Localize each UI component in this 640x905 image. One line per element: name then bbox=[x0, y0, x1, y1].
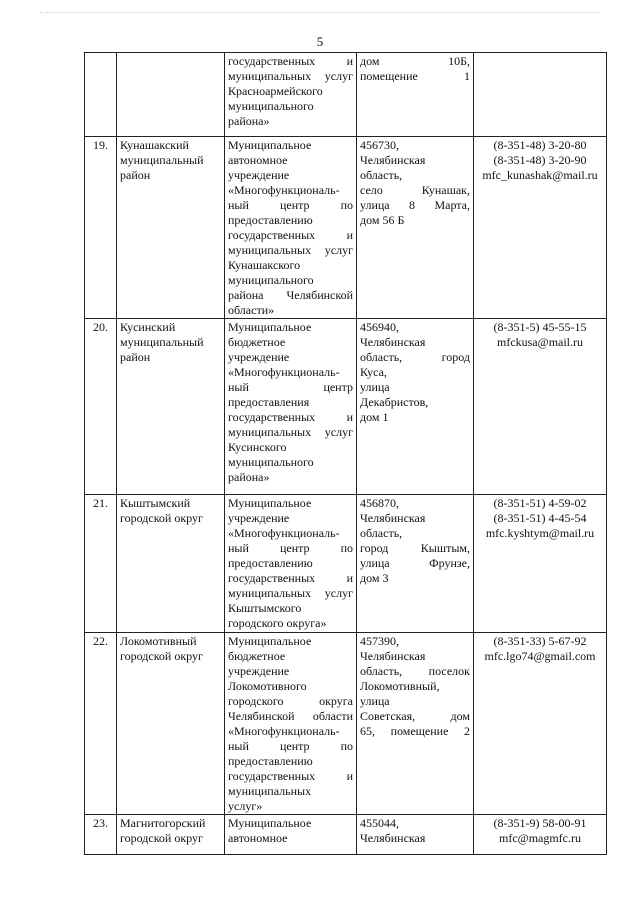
contact-line: mfckusa@mail.ru bbox=[496, 335, 584, 349]
contact-line: mfc.kyshtym@mail.ru bbox=[485, 526, 595, 540]
address-line: Локомотивный, bbox=[360, 679, 440, 693]
address-line: дом 1 bbox=[360, 410, 389, 424]
district-line: район bbox=[120, 350, 151, 364]
mfc-registry-table bbox=[84, 52, 607, 855]
address-line: 65, помещение 2 bbox=[360, 724, 470, 738]
address-line: Советская, дом bbox=[360, 709, 470, 723]
organization-line: бюджетное bbox=[228, 335, 286, 349]
organization-line: Кыштымского bbox=[228, 601, 302, 615]
address-line: область, bbox=[360, 168, 403, 182]
address-cell bbox=[357, 633, 474, 815]
organization-cell bbox=[225, 319, 357, 495]
organization-line: учреждение bbox=[228, 511, 290, 525]
organization-line: «Многофункциональ- bbox=[228, 724, 340, 738]
address-line: улица 8 Марта, bbox=[360, 198, 470, 212]
organization-line: муниципальных услуг bbox=[228, 425, 353, 439]
organization-line: учреждение bbox=[228, 664, 290, 678]
address-line: улица bbox=[360, 380, 390, 394]
address-line: область, поселок bbox=[360, 664, 470, 678]
district-cell bbox=[117, 319, 225, 495]
organization-line: ный центр по bbox=[228, 739, 353, 753]
address-cell bbox=[357, 495, 474, 633]
organization-line: «Многофункциональ- bbox=[228, 183, 340, 197]
organization-line: Кусинского bbox=[228, 440, 287, 454]
organization-line: государственных и bbox=[228, 571, 353, 585]
address-line: 456870, bbox=[360, 496, 399, 510]
organization-line: района» bbox=[228, 114, 270, 128]
organization-line: муниципальных услуг bbox=[228, 586, 353, 600]
organization-line: предоставлению bbox=[228, 754, 313, 768]
organization-line: муниципальных услуг bbox=[228, 243, 353, 257]
address-cell bbox=[357, 319, 474, 495]
address-line: Куса, bbox=[360, 365, 387, 379]
organization-line: ный центр bbox=[228, 380, 353, 394]
organization-line: района Челябинской bbox=[228, 288, 353, 302]
district-line: район bbox=[120, 168, 151, 182]
row-number-text: 20. bbox=[93, 320, 108, 334]
contacts-cell bbox=[474, 137, 607, 319]
organization-cell bbox=[225, 633, 357, 815]
row-number-text: 19. bbox=[93, 138, 108, 152]
table-row bbox=[85, 319, 607, 495]
address-line: Челябинская bbox=[360, 649, 426, 663]
organization-line: Муниципальное bbox=[228, 496, 312, 510]
contact-line: mfc.lgo74@gmail.com bbox=[484, 649, 596, 663]
address-line: Декабристов, bbox=[360, 395, 429, 409]
organization-line: Челябинской области bbox=[228, 709, 353, 723]
organization-line: «Многофункциональ- bbox=[228, 526, 340, 540]
district-line: муниципальный bbox=[120, 335, 204, 349]
organization-cell bbox=[225, 495, 357, 633]
contact-line: (8-351-51) 4-45-54 bbox=[493, 511, 587, 525]
row-number-text: 22. bbox=[93, 634, 108, 648]
table-row bbox=[85, 53, 607, 137]
organization-line: государственных и bbox=[228, 410, 353, 424]
organization-line: района» bbox=[228, 470, 270, 484]
contact-line: (8-351-5) 45-55-15 bbox=[493, 320, 587, 334]
address-line: 455044, bbox=[360, 816, 399, 830]
organization-line: ный центр по bbox=[228, 198, 353, 212]
district-line: Локомотивный bbox=[120, 634, 197, 648]
address-line: Челябинская bbox=[360, 831, 426, 845]
row-number bbox=[85, 815, 117, 855]
organization-line: муниципального bbox=[228, 273, 314, 287]
address-line: улица bbox=[360, 694, 390, 708]
contacts-cell bbox=[474, 319, 607, 495]
district-line: муниципальный bbox=[120, 153, 204, 167]
organization-line: автономное bbox=[228, 831, 288, 845]
contact-line: (8-351-51) 4-59-02 bbox=[493, 496, 587, 510]
district-line: городской округ bbox=[120, 831, 203, 845]
organization-line: Муниципальное bbox=[228, 320, 312, 334]
contact-line: (8-351-33) 5-67-92 bbox=[493, 634, 587, 648]
contact-line: (8-351-48) 3-20-80 bbox=[493, 138, 587, 152]
organization-line: Локомотивного bbox=[228, 679, 307, 693]
page-number: 5 bbox=[316, 34, 324, 49]
organization-line: городского округа bbox=[228, 694, 353, 708]
organization-line: предоставлению bbox=[228, 213, 313, 227]
address-line: помещение 1 bbox=[360, 69, 470, 83]
district-cell bbox=[117, 53, 225, 137]
contacts-cell bbox=[474, 815, 607, 855]
row-number bbox=[85, 633, 117, 815]
table-row bbox=[85, 137, 607, 319]
organization-line: муниципальных услуг bbox=[228, 69, 353, 83]
organization-line: городского округа» bbox=[228, 616, 327, 630]
organization-line: Муниципальное bbox=[228, 816, 312, 830]
district-line: Магнитогорский bbox=[120, 816, 206, 830]
organization-line: государственных и bbox=[228, 228, 353, 242]
address-cell bbox=[357, 815, 474, 855]
row-number bbox=[85, 319, 117, 495]
address-line: 456730, bbox=[360, 138, 399, 152]
address-line: дом 10Б, bbox=[360, 54, 470, 68]
organization-line: государственных и bbox=[228, 54, 353, 68]
address-line: улица Фрунзе, bbox=[360, 556, 470, 570]
district-line: Кусинский bbox=[120, 320, 176, 334]
contact-line: mfc@magmfc.ru bbox=[498, 831, 582, 845]
organization-line: Муниципальное bbox=[228, 138, 312, 152]
contact-line: (8-351-9) 58-00-91 bbox=[493, 816, 587, 830]
organization-cell bbox=[225, 137, 357, 319]
address-line: область, город bbox=[360, 350, 470, 364]
address-line: 456940, bbox=[360, 320, 399, 334]
organization-line: предоставлению bbox=[228, 556, 313, 570]
district-line: Кунашакский bbox=[120, 138, 189, 152]
organization-line: «Многофункциональ- bbox=[228, 365, 340, 379]
address-line: дом 56 Б bbox=[360, 213, 405, 227]
address-line: область, bbox=[360, 526, 403, 540]
organization-line: муниципального bbox=[228, 99, 314, 113]
district-line: Кыштымский bbox=[120, 496, 191, 510]
organization-line: Красноармейского bbox=[228, 84, 323, 98]
organization-line: учреждение bbox=[228, 168, 290, 182]
organization-line: услуг» bbox=[228, 799, 263, 813]
organization-line: бюджетное bbox=[228, 649, 286, 663]
organization-line: государственных и bbox=[228, 769, 353, 783]
organization-cell bbox=[225, 815, 357, 855]
organization-line: области» bbox=[228, 303, 275, 317]
organization-cell bbox=[225, 53, 357, 137]
table-row bbox=[85, 495, 607, 633]
address-cell bbox=[357, 53, 474, 137]
contacts-cell bbox=[474, 633, 607, 815]
address-line: дом 3 bbox=[360, 571, 389, 585]
organization-line: автономное bbox=[228, 153, 288, 167]
row-number-text: 21. bbox=[93, 496, 108, 510]
address-cell bbox=[357, 137, 474, 319]
row-number-text: 23. bbox=[93, 816, 108, 830]
district-line: городской округ bbox=[120, 511, 203, 525]
organization-line: ный центр по bbox=[228, 541, 353, 555]
organization-line: муниципальных bbox=[228, 784, 312, 798]
scan-noise-line bbox=[40, 12, 600, 14]
address-line: село Кунашак, bbox=[360, 183, 470, 197]
district-cell bbox=[117, 137, 225, 319]
contact-line: (8-351-48) 3-20-90 bbox=[493, 153, 587, 167]
contacts-cell bbox=[474, 495, 607, 633]
organization-line: Кунашакского bbox=[228, 258, 301, 272]
contacts-cell bbox=[474, 53, 607, 137]
organization-line: учреждение bbox=[228, 350, 290, 364]
address-line: Челябинская bbox=[360, 511, 426, 525]
table-row bbox=[85, 633, 607, 815]
address-line: город Кыштым, bbox=[360, 541, 470, 555]
organization-line: предоставления bbox=[228, 395, 310, 409]
organization-line: Муниципальное bbox=[228, 634, 312, 648]
district-cell bbox=[117, 495, 225, 633]
table-row bbox=[85, 815, 607, 855]
address-line: Челябинская bbox=[360, 335, 426, 349]
row-number bbox=[85, 137, 117, 319]
row-number bbox=[85, 53, 117, 137]
contact-line: mfc_kunashak@mail.ru bbox=[482, 168, 598, 182]
district-cell bbox=[117, 815, 225, 855]
district-line: городской округ bbox=[120, 649, 203, 663]
address-line: 457390, bbox=[360, 634, 399, 648]
address-line: Челябинская bbox=[360, 153, 426, 167]
organization-line: муниципального bbox=[228, 455, 314, 469]
row-number bbox=[85, 495, 117, 633]
district-cell bbox=[117, 633, 225, 815]
